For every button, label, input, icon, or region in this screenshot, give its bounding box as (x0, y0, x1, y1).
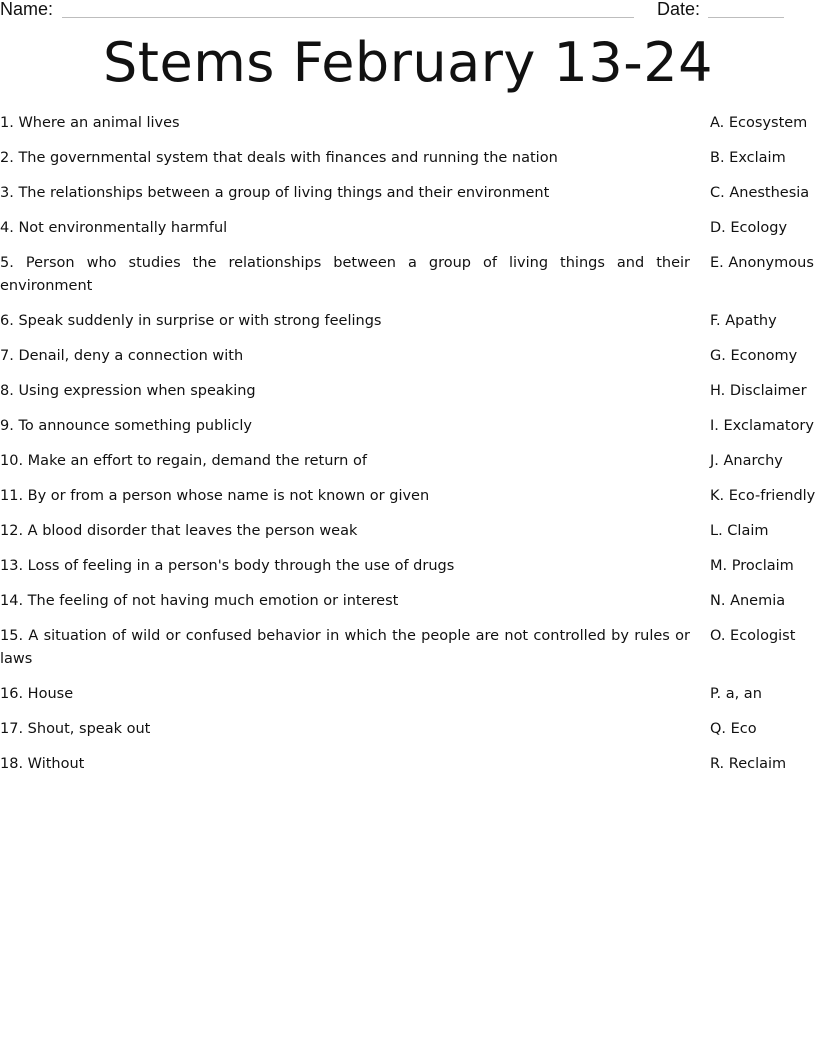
answer-option: R. Reclaim (710, 756, 787, 772)
name-label: Name: (0, 0, 54, 19)
answer-option: D. Ecology (710, 220, 788, 236)
matching-list (0, 112, 816, 788)
clue-text: 18. Without (0, 756, 85, 772)
matching-row (0, 147, 816, 182)
matching-row (0, 450, 816, 485)
clue-text: 5. Person who studies the relationships between a group of living things and their environment (0, 255, 690, 294)
matching-row (0, 182, 816, 217)
clue-text: 16. House (0, 686, 74, 702)
matching-row (0, 345, 816, 380)
matching-row (0, 753, 816, 788)
clue-text: 12. A blood disorder that leaves the person weak (0, 523, 358, 539)
answer-option: E. Anonymous (710, 255, 814, 271)
answer-option: L. Claim (710, 523, 769, 539)
answer-option: B. Exclaim (710, 150, 786, 166)
matching-row (0, 683, 816, 718)
clue-text: 13. Loss of feeling in a person's body through the use of drugs (0, 558, 455, 574)
worksheet-title: Stems February 13-24 (103, 31, 713, 94)
answer-option: Q. Eco (710, 721, 757, 737)
answer-option: A. Ecosystem (710, 115, 808, 131)
answer-option: N. Anemia (710, 593, 786, 609)
clue-text: 15. A situation of wild or confused behavior in which the people are not controlled by rules or laws (0, 628, 690, 667)
answer-option: P. a, an (710, 686, 762, 702)
clue-text: 1. Where an animal lives (0, 115, 180, 131)
answer-option: G. Economy (710, 348, 798, 364)
answer-option: O. Ecologist (710, 628, 796, 644)
matching-row (0, 625, 816, 683)
clue-text: 10. Make an effort to regain, demand the return of (0, 453, 367, 469)
answer-option: J. Anarchy (710, 453, 783, 469)
matching-row (0, 520, 816, 555)
answer-option: F. Apathy (710, 313, 777, 329)
clue-text: 9. To announce something publicly (0, 418, 252, 434)
answer-option: C. Anesthesia (710, 185, 810, 201)
clue-text: 6. Speak suddenly in surprise or with strong feelings (0, 313, 382, 329)
matching-row (0, 485, 816, 520)
matching-row (0, 415, 816, 450)
matching-row (0, 718, 816, 753)
matching-row (0, 252, 816, 310)
date-label: Date: (657, 0, 701, 19)
matching-row (0, 112, 816, 147)
matching-row (0, 590, 816, 625)
clue-text: 3. The relationships between a group of living things and their environment (0, 185, 550, 201)
matching-row (0, 555, 816, 590)
clue-text: 17. Shout, speak out (0, 721, 151, 737)
matching-row (0, 380, 816, 415)
clue-text: 8. Using expression when speaking (0, 383, 256, 399)
clue-text: 7. Denail, deny a connection with (0, 348, 244, 364)
clue-text: 2. The governmental system that deals with finances and running the nation (0, 150, 558, 166)
clue-text: 14. The feeling of not having much emotion or interest (0, 593, 399, 609)
clue-text: 4. Not environmentally harmful (0, 220, 228, 236)
answer-option: I. Exclamatory (710, 418, 814, 434)
matching-row (0, 310, 816, 345)
date-blank-line (708, 17, 784, 18)
worksheet-header (0, 0, 816, 24)
name-blank-line (62, 17, 634, 18)
answer-option: H. Disclaimer (710, 383, 807, 399)
matching-row (0, 217, 816, 252)
answer-option: K. Eco-friendly (710, 488, 816, 504)
clue-text: 11. By or from a person whose name is not known or given (0, 488, 430, 504)
answer-option: M. Proclaim (710, 558, 794, 574)
